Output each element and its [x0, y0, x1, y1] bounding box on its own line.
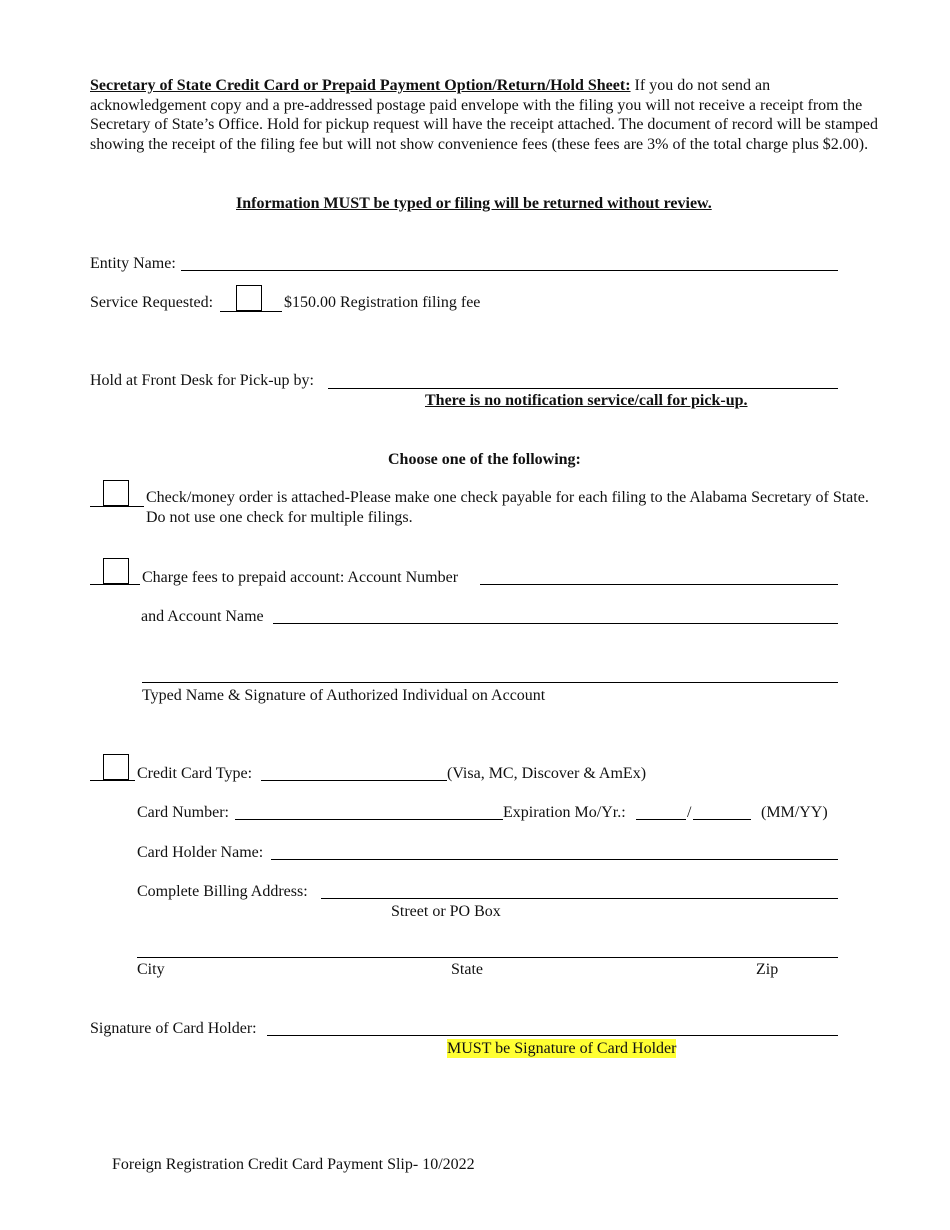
zip-caption: Zip	[756, 961, 779, 978]
expiration-year-input[interactable]	[694, 801, 752, 819]
entity-name-line	[181, 270, 838, 271]
hold-pickup-input[interactable]	[330, 370, 839, 388]
prepaid-option-checkbox[interactable]	[103, 558, 129, 584]
card-number-line	[235, 819, 503, 820]
expiration-month-input[interactable]	[637, 801, 687, 819]
check-option-checkbox[interactable]	[103, 480, 129, 506]
billing-address-label: Complete Billing Address:	[137, 883, 308, 900]
check-option-line	[90, 506, 144, 507]
choose-heading: Choose one of the following:	[388, 451, 581, 468]
footer-form-id: Foreign Registration Credit Card Payment Slip- 10/2022	[112, 1156, 475, 1173]
prepaid-account-name-label: and Account Name	[141, 608, 264, 625]
prepaid-account-number-label: Charge fees to prepaid account: Account Number	[142, 569, 459, 586]
street-caption: Street or PO Box	[391, 903, 501, 920]
expiration-month-line	[636, 819, 686, 820]
billing-city-state-zip-line	[137, 957, 838, 958]
city-caption: City	[137, 961, 165, 978]
prepaid-option-line	[90, 584, 140, 585]
prepaid-account-number-line	[480, 584, 838, 585]
intro-body: If you do not send an acknowledgement copy and a pre-addressed postage paid envelope with the filing you will not receive a receipt from the Secretary of State’s Office. Hold for pickup request will have the receipt attached. The document of record will be stamped showing the receipt of the filing fee but will not show convenience fees (these fees are 3% of the total charge plus $2.00).	[90, 77, 879, 153]
credit-card-type-line	[261, 780, 447, 781]
check-option-text: Check/money order is attached-Please make one check payable for each filing to the Alabama Secretary of State. Do not use one check for multiple filings.	[146, 489, 869, 526]
expiration-format: (MM/YY)	[761, 804, 828, 821]
expiration-separator: /	[687, 804, 692, 821]
card-number-label: Card Number:	[137, 804, 229, 821]
typed-notice: Information MUST be typed or filing will be returned without review.	[236, 195, 712, 212]
authorized-signature-input[interactable]	[144, 664, 838, 682]
prepaid-account-name-input[interactable]	[275, 605, 839, 623]
service-checkbox-line	[220, 311, 282, 312]
authorized-signature-caption: Typed Name & Signature of Authorized Individual on Account	[142, 687, 546, 704]
card-holder-signature-input[interactable]	[269, 1017, 838, 1035]
credit-card-option-checkbox[interactable]	[103, 754, 129, 780]
signature-required-note: MUST be Signature of Card Holder	[447, 1040, 677, 1057]
authorized-signature-line	[142, 682, 838, 683]
hold-pickup-label: Hold at Front Desk for Pick-up by:	[90, 372, 314, 389]
service-requested-label: Service Requested:	[90, 294, 214, 311]
intro-paragraph	[90, 76, 890, 154]
card-holder-name-label: Card Holder Name:	[137, 844, 264, 861]
credit-card-type-label: Credit Card Type:	[137, 765, 253, 782]
billing-city-state-zip-input[interactable]	[139, 939, 838, 957]
prepaid-account-number-input[interactable]	[482, 566, 838, 584]
billing-street-input[interactable]	[323, 880, 839, 898]
entity-name-label: Entity Name:	[90, 255, 176, 272]
credit-card-type-input[interactable]	[263, 762, 447, 780]
billing-street-line	[321, 898, 838, 899]
card-holder-name-line	[271, 859, 838, 860]
credit-card-option-line	[90, 780, 135, 781]
card-holder-name-input[interactable]	[273, 841, 839, 859]
service-checkbox[interactable]	[236, 285, 262, 311]
pickup-notice: There is no notification service/call for pick-up.	[425, 392, 748, 409]
credit-card-type-hint: (Visa, MC, Discover & AmEx)	[447, 765, 647, 782]
intro-heading: Secretary of State Credit Card or Prepaid Payment Option/Return/Hold Sheet:	[90, 77, 631, 94]
expiration-label: Expiration Mo/Yr.:	[503, 804, 626, 821]
prepaid-account-name-line	[273, 623, 838, 624]
hold-pickup-line	[328, 388, 838, 389]
entity-name-input[interactable]	[183, 252, 837, 270]
expiration-year-line	[693, 819, 751, 820]
card-holder-signature-label: Signature of Card Holder:	[90, 1020, 257, 1037]
card-holder-signature-line	[267, 1035, 838, 1036]
state-caption: State	[451, 961, 483, 978]
service-option-label: $150.00 Registration filing fee	[284, 294, 481, 311]
card-number-input[interactable]	[237, 801, 503, 819]
